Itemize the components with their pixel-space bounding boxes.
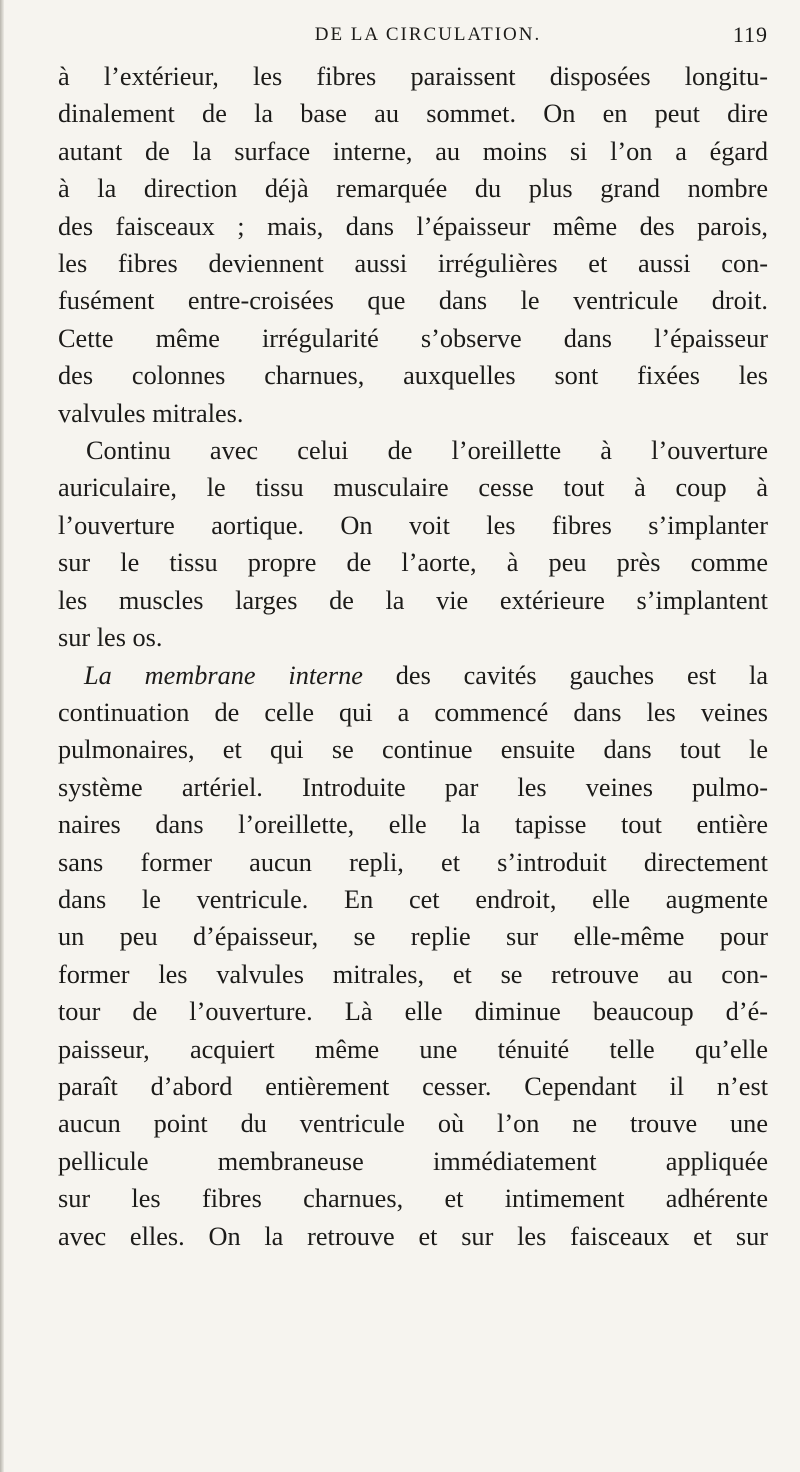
- text-line: les muscles larges de la vie extérieure s’implantent: [58, 585, 768, 615]
- text-line: naires dans l’oreillette, elle la tapisse tout entière: [58, 810, 768, 840]
- text-line: sur les fibres charnues, et intimement adhérente: [58, 1184, 768, 1214]
- paragraph-3: [58, 657, 768, 1256]
- text-line: les fibres deviennent aussi irrégulières et aussi con-: [58, 249, 768, 279]
- text-line: valvules mitrales.: [58, 398, 244, 428]
- text-line: sur le tissu propre de l’aorte, à peu près comme: [58, 548, 768, 578]
- text-line: dans le ventricule. En cet endroit, elle augmente: [58, 884, 768, 914]
- text-line: tour de l’ouverture. Là elle diminue beaucoup d’é-: [58, 997, 768, 1027]
- text-line: former les valvules mitrales, et se retrouve au con-: [58, 959, 768, 989]
- text-line: dinalement de la base au sommet. On en peut dire: [58, 99, 768, 129]
- text-line: avec elles. On la retrouve et sur les faisceaux et sur: [58, 1221, 768, 1251]
- text-line: sans former aucun repli, et s’introduit directement: [58, 847, 768, 877]
- text-line: à la direction déjà remarquée du plus grand nombre: [58, 174, 768, 204]
- text-line: l’ouverture aortique. On voit les fibres s’implanter: [58, 510, 768, 540]
- book-page: [58, 18, 768, 1255]
- text-line: un peu d’épaisseur, se replie sur elle-même pour: [58, 922, 768, 952]
- text-line: paraît d’abord entièrement cesser. Cependant il n’est: [58, 1071, 768, 1101]
- text-line: Continu avec celui de l’oreillette à l’ouverture: [86, 436, 768, 466]
- text-line: continuation de celle qui a commencé dans les veines: [58, 697, 768, 727]
- text-line: pellicule membraneuse immédiatement appliquée: [58, 1146, 768, 1176]
- paragraph-1: [58, 58, 768, 432]
- text-line: des colonnes charnues, auxquelles sont fixées les: [58, 361, 768, 391]
- text-line: pulmonaires, et qui se continue ensuite dans tout le: [58, 735, 768, 765]
- body-text: [58, 58, 768, 1255]
- text-line: aucun point du ventricule où l’on ne trouve une: [58, 1109, 768, 1139]
- text-line: système artériel. Introduite par les veines pulmo-: [58, 772, 768, 802]
- text-line: fusément entre-croisées que dans le ventricule droit.: [58, 286, 768, 316]
- running-title: DE LA CIRCULATION.: [314, 24, 542, 45]
- page-number: 119: [732, 22, 768, 47]
- italic-term: La membrane interne: [84, 660, 363, 690]
- running-head: [58, 18, 768, 52]
- text-line: des faisceaux ; mais, dans l’épaisseur même des parois,: [58, 211, 768, 241]
- text-line: sur les os.: [58, 623, 163, 653]
- page-edge: [0, 0, 4, 1472]
- text-line: [58, 657, 768, 694]
- text-line: auriculaire, le tissu musculaire cesse tout à coup à: [58, 473, 768, 503]
- paragraph-2: [58, 432, 768, 656]
- text-line: autant de la surface interne, au moins si l’on a égard: [58, 136, 768, 166]
- text-line: paisseur, acquiert même une ténuité telle qu’elle: [58, 1034, 768, 1064]
- text-line: à l’extérieur, les fibres paraissent disposées longitu-: [58, 62, 768, 91]
- text-fragment: des cavités gauches est la: [362, 660, 768, 690]
- text-line: Cette même irrégularité s’observe dans l’épaisseur: [58, 323, 768, 353]
